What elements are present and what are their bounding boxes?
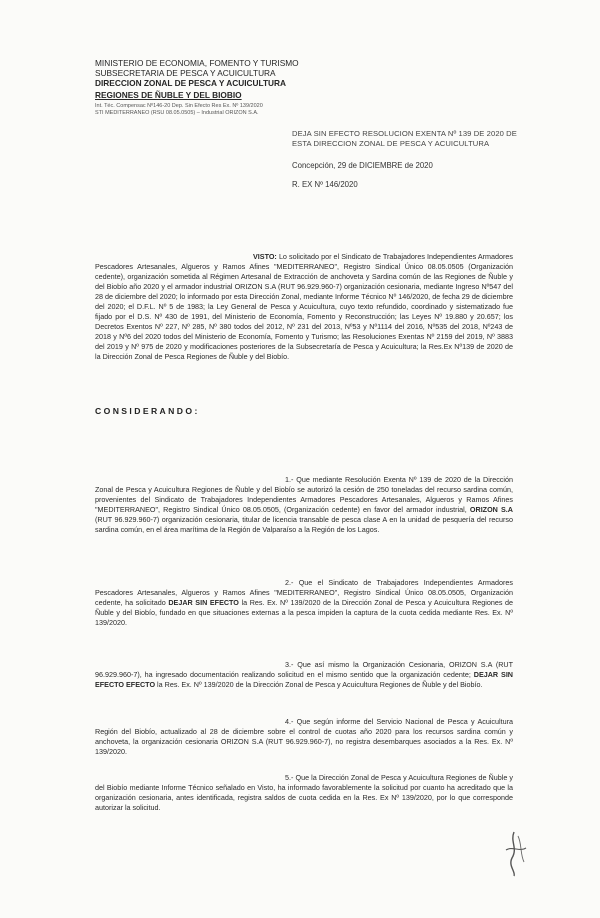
regions-name: REGIONES DE ÑUBLE Y DEL BIOBIO <box>95 90 242 100</box>
item-bold-text: DEJAR SIN EFECTO <box>168 598 239 607</box>
item-text: Que mediante Resolución Exenta Nº 139 de 2020 de la Dirección Zonal de Pesca y Acuicultura Regiones de Ñuble y del Biobío se autorizó la cesión de 250 toneladas del recurso sardina común, provenientes del Sindicato de Trabajadores Independientes Armadores Pescadores Artesanales, Algueros y Ramos Afines "MEDITERRANEO", Registro Sindical Único 08.05.0505, (Organización cedente) en favor del armador industrial, <box>95 475 513 514</box>
handwritten-signature-mark <box>500 828 532 878</box>
zonal-direction-name: DIRECCION ZONAL DE PESCA Y ACUICULTURA <box>95 78 286 88</box>
item-number: 4.- <box>285 717 294 726</box>
item-text-cont: la Res. Ex. Nº 139/2020 de la Dirección Zonal de Pesca y Acuicultura Regiones de Ñuble y del Biobío. <box>157 680 483 689</box>
institution-header <box>95 58 325 100</box>
item-text: Que la Dirección Zonal de Pesca y Acuicultura Regiones de Ñuble y del Biobío mediante Informe Técnico señalado en Visto, ha informado favorablemente la solicitud por cuanto ha acreditado que la organización cesionaria, antes identificada, registra saldos de cuota cedida en la Res. Ex Nº 139/2020, por lo que corresponde autorizar la solicitud. <box>95 773 513 812</box>
considerando-item-4 <box>95 717 513 757</box>
file-reference-line-1: Int. Téc. Compensac Nº146-20 Dep. Sin Efecto Res Ex. Nº 139/2020 <box>95 103 263 109</box>
item-number: 2.- <box>285 578 294 587</box>
resolution-number: R. EX Nº 146/2020 <box>292 180 358 189</box>
item-number: 1.- <box>285 475 294 484</box>
item-number: 5.- <box>285 773 294 782</box>
visto-paragraph <box>95 252 513 362</box>
place-date: Concepción, 29 de DICIEMBRE de 2020 <box>292 161 433 170</box>
item-bold-text: ORIZON S.A <box>469 505 513 514</box>
item-text: Que el Sindicato de Trabajadores Independientes Armadores Pescadores Artesanales, Algueros y Ramos Afines "MEDITERRANEO", Registro Sindical Único 08.05.0505, Organización cedente, ha solicitado <box>95 578 514 607</box>
considerando-item-1 <box>95 475 513 535</box>
visto-label: VISTO: <box>253 252 277 261</box>
considerando-item-2 <box>95 578 513 628</box>
item-text-cont: (RUT 96.929.960-7) organización cesionaria, titular de licencia transable de pesca clase A en la unidad de pesquería del recurso sardina común, en el área marítima de la Región de Valparaíso a la Región de los Lagos. <box>95 515 513 534</box>
item-bold-text: DEJAR SIN EFECTO EFECTO <box>95 670 514 689</box>
visto-text: Lo solicitado por el Sindicato de Trabajadores Independientes Armadores Pescadores Artesanales, Algueros y Ramos Afines "MEDITERRANEO", Registro Sindical Único 08.05.0505 (Organización cedente), organización sometida al Régimen Artesanal de Extracción de anchoveta y Sardina común de las Regiones de Ñuble y del Biobío año 2020 y el armador industrial ORIZON S.A (RUT 96.929.960-7) organización cesionaria, mediante Ingreso Nº547 del 28 de diciembre del 2020; lo informado por esta Dirección Zonal, mediante Informe Técnico Nº 146/2020, de fecha 29 de diciembre del 2020; el D.F.L. Nº 5 de 1983; la Ley General de Pesca y Acuicultura, cuyo texto refundido, coordinado y sistematizado fue fijado por el D.S. Nº 430 de 1991, del Ministerio de Economía, Fomento y Reconstrucción; las Leyes Nº 19.880 y 20.657; los Decretos Exentos Nº 227, Nº 285, Nº 380 todos del 2012, Nº 231 del 2013, Nº53 y Nº1114 del 2016, Nº535 del 2018, Nº243 de 2018 y Nº6 del 2020 todos del Ministerio de Economía, Fomento y Turismo; las Resoluciones Exentas Nº 2159 del 2019, Nº 3883 del 2019 y Nº 975 de 2020 y modificaciones posteriores de la Subsecretaría de Pesca y Acuicultura; la Res.Ex Nº139 de 2020 de la Dirección Zonal de Pesca Regiones de Ñuble y del Biobío. <box>95 252 514 361</box>
considerando-item-5 <box>95 773 513 813</box>
file-reference-line-2: STI MEDITERRANEO (RSU 08.05.0505) – Industrial ORIZON S.A. <box>95 110 259 116</box>
subsecretariat-name: SUBSECRETARIA DE PESCA Y ACUICULTURA <box>95 68 276 78</box>
resolution-subject: DEJA SIN EFECTO RESOLUCION EXENTA Nº 139 DE 2020 DE ESTA DIRECCION ZONAL DE PESCA Y ACUICULTURA <box>292 129 517 148</box>
ministry-name: MINISTERIO DE ECONOMIA, FOMENTO Y TURISMO <box>95 58 299 68</box>
item-text-cont: la Res. Ex. Nº 139/2020 de la Dirección Zonal de Pesca y Acuicultura Regiones de Ñuble y del Biobío, fundado en que situaciones externas a la pesca impiden la captura de la cuota cedida mediante Res. Ex. Nº 139/2020. <box>95 598 514 627</box>
considerando-heading: CONSIDERANDO: <box>95 406 200 416</box>
item-text: Que según informe del Servicio Nacional de Pesca y Acuicultura Región del Biobío, actualizado al 28 de diciembre sobre el control de cuotas año 2020 para los recursos sardina común y anchoveta, la organización cesionaria ORIZON S.A (RUT 96.929.960-7), no registra desembarques asociados a la Res. Ex. Nº 139/2020. <box>95 717 513 756</box>
file-reference <box>95 103 325 117</box>
considerando-item-3 <box>95 660 513 690</box>
item-text: Que así mismo la Organización Cesionaria, ORIZON S.A (RUT 96.929.960-7), ha ingresado documentación realizando solicitud en el mismo sentido que la organización cedente; <box>95 660 513 679</box>
item-number: 3.- <box>285 660 294 669</box>
